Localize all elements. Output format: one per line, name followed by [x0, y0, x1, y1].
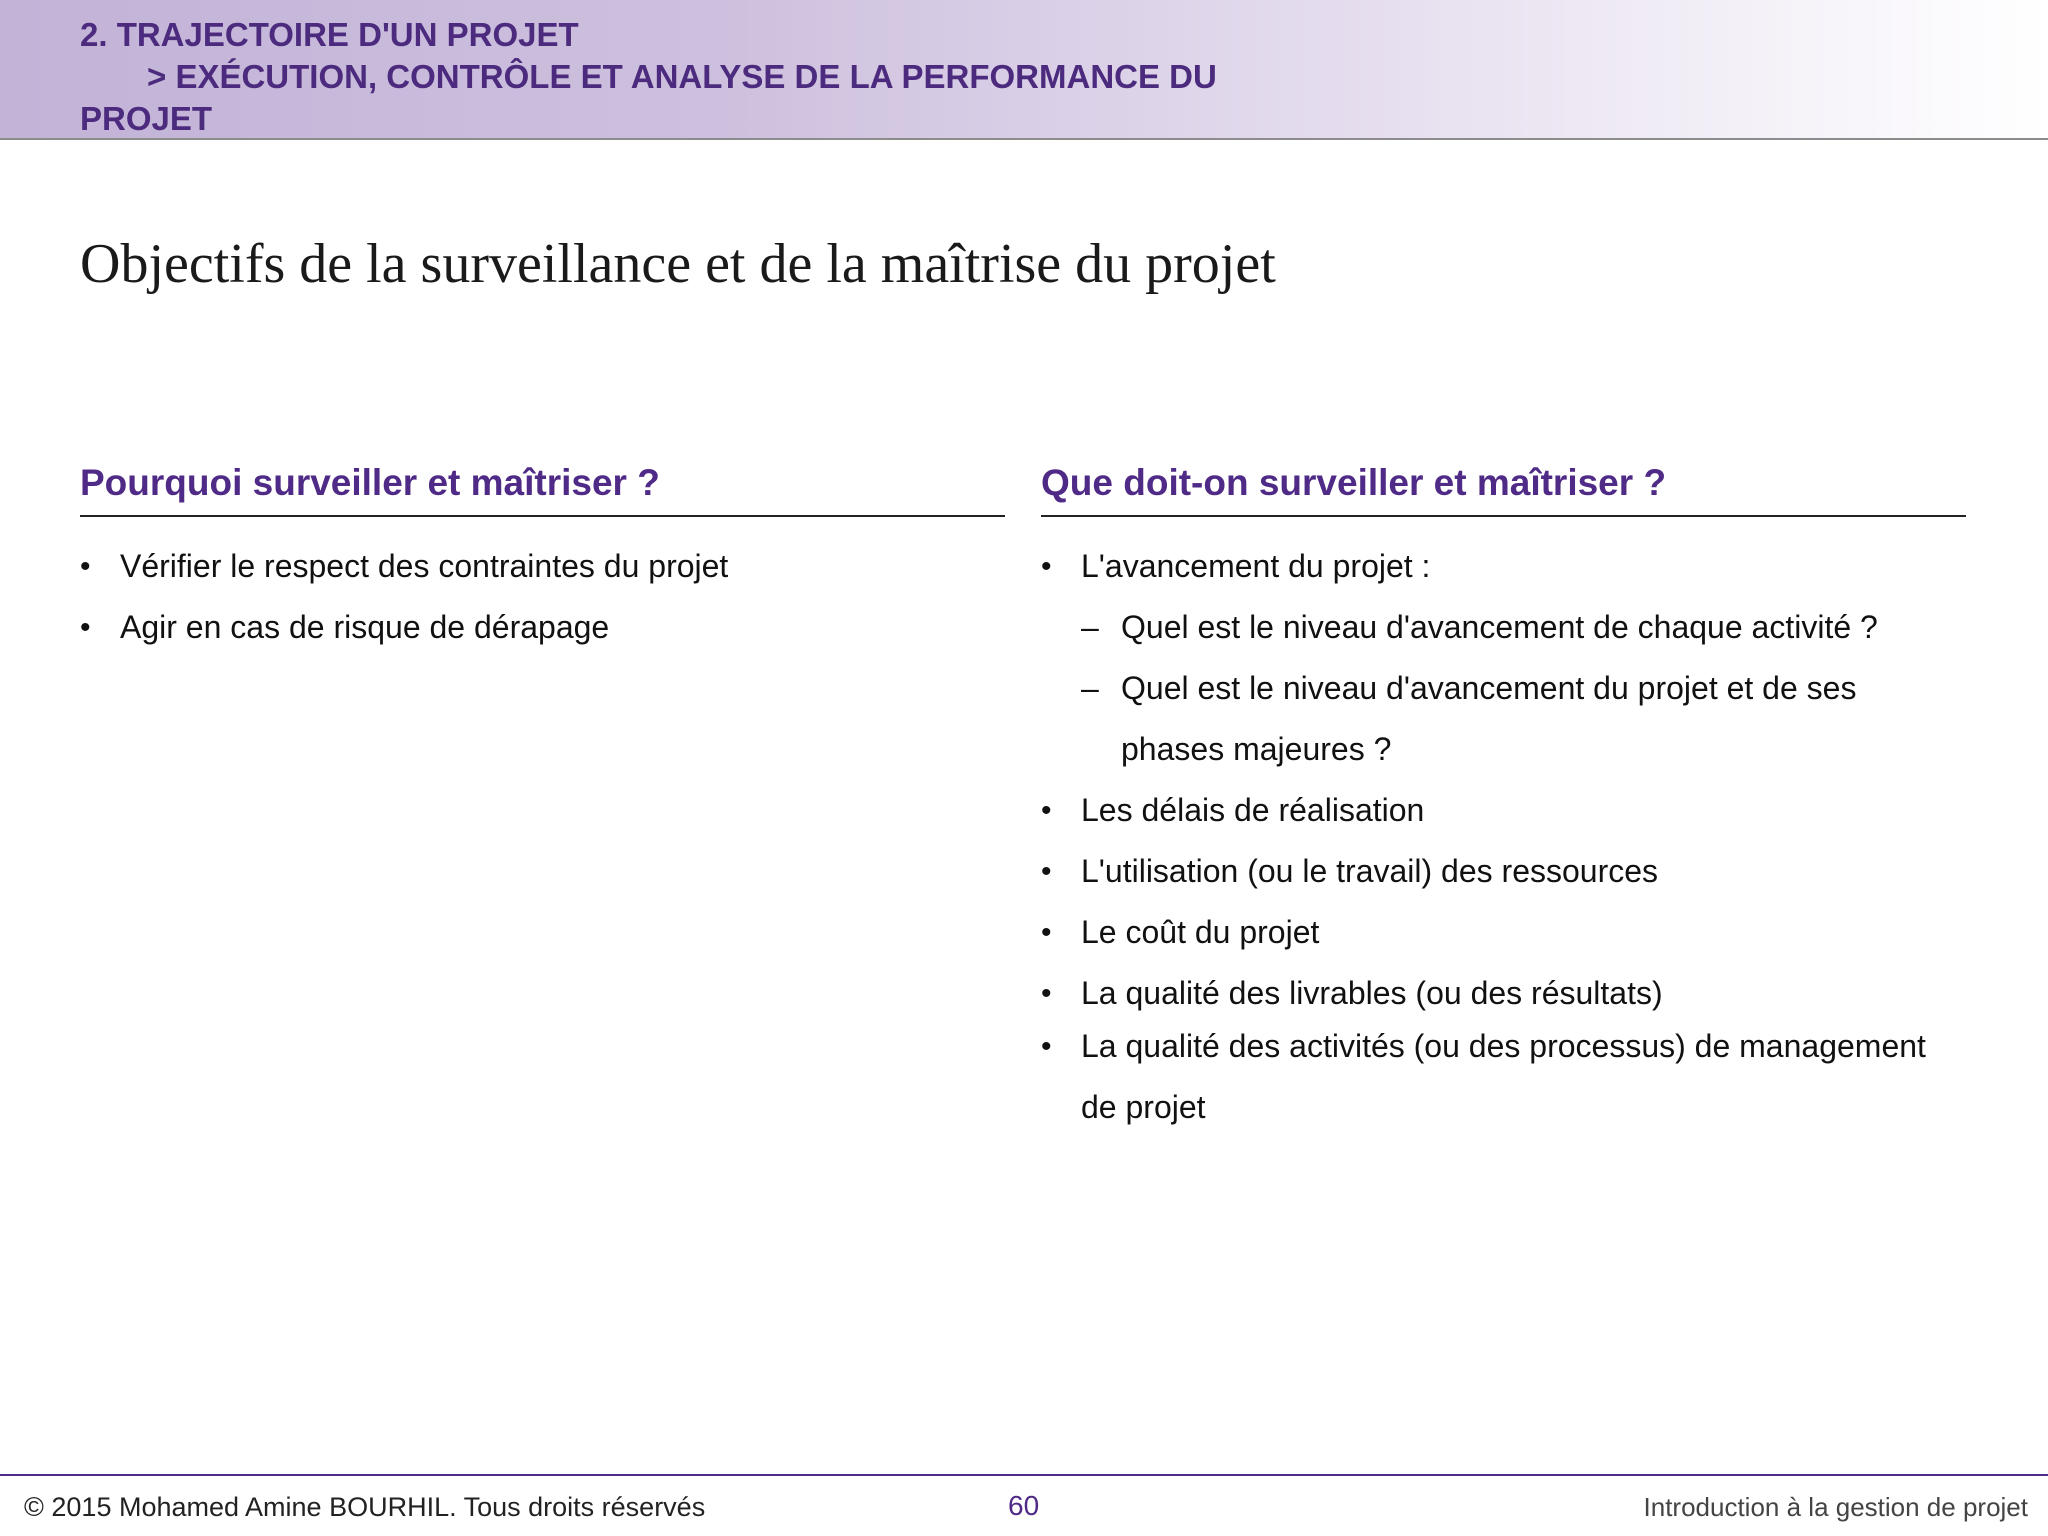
section-header-line: > EXÉCUTION, CONTRÔLE ET ANALYSE DE LA PERFORMANCE DU [147, 58, 1217, 95]
bullet-item [1041, 841, 1966, 902]
footer-copyright: © 2015 Mohamed Amine BOURHIL. Tous droits réservés [24, 1492, 706, 1522]
bullet-marker: • [1041, 794, 1052, 827]
dash-marker: – [1081, 670, 1099, 706]
bullet-marker: • [1041, 977, 1052, 1010]
bullet-marker: • [1041, 550, 1052, 583]
bullet-text: Agir en cas de risque de dérapage [120, 609, 610, 645]
bullet-item [80, 597, 1000, 658]
left-column-heading: Pourquoi surveiller et maîtriser ? [80, 462, 1005, 517]
bullet-text: L'avancement du projet : [1081, 548, 1431, 584]
bullet-marker: • [80, 550, 91, 583]
bullet-marker: • [1041, 855, 1052, 888]
bullet-item [1041, 536, 1966, 597]
bullet-text: Le coût du projet [1081, 914, 1320, 950]
footer-divider [0, 1474, 2048, 1476]
bullet-marker: • [80, 611, 91, 644]
sub-bullet-text: Quel est le niveau d'avancement du projet et de ses phases majeures ? [1121, 670, 1857, 767]
dash-marker: – [1081, 609, 1099, 645]
bullet-item [1041, 902, 1966, 963]
right-column-heading: Que doit-on surveiller et maîtriser ? [1041, 462, 1966, 517]
bullet-text: Les délais de réalisation [1081, 792, 1425, 828]
section-header-line: 2. TRAJECTOIRE D'UN PROJET [80, 16, 579, 53]
footer-course-title: Introduction à la gestion de projet [1643, 1492, 2028, 1522]
bullet-item [1041, 1016, 1966, 1138]
bullet-text: La qualité des livrables (ou des résultats) [1081, 975, 1663, 1011]
bullet-item [80, 536, 1000, 597]
bullet-marker: • [1041, 1030, 1052, 1063]
bullet-marker: • [1041, 916, 1052, 949]
section-header [80, 14, 1217, 140]
bullet-text: L'utilisation (ou le travail) des ressources [1081, 853, 1659, 889]
section-header-line: PROJET [80, 100, 213, 137]
sub-bullet-item [1041, 658, 1966, 780]
bullet-text: La qualité des activités (ou des processus) de management de projet [1081, 1028, 1926, 1125]
right-bullet-list [1041, 536, 1966, 1138]
left-bullet-list [80, 536, 1000, 658]
sub-bullet-text: Quel est le niveau d'avancement de chaque activité ? [1121, 609, 1878, 645]
bullet-item [1041, 963, 1966, 1024]
sub-bullet-item [1041, 597, 1966, 658]
bullet-text: Vérifier le respect des contraintes du projet [120, 548, 729, 584]
slide-title: Objectifs de la surveillance et de la maîtrise du projet [80, 233, 1276, 295]
bullet-item [1041, 780, 1966, 841]
page-number: 60 [1008, 1490, 1040, 1521]
